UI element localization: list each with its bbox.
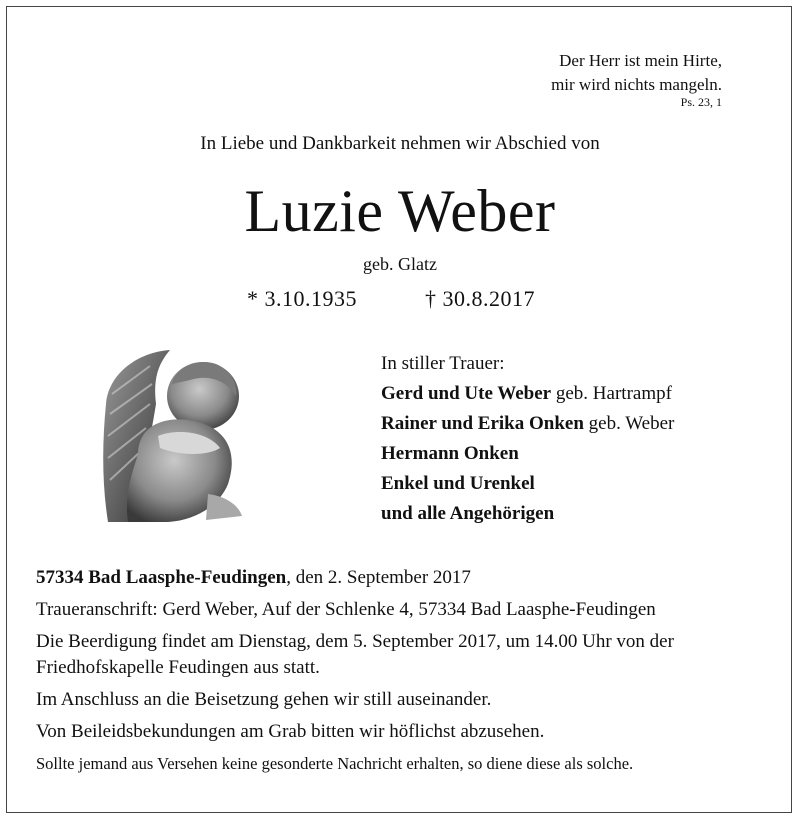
psalm-line-1: Der Herr ist mein Hirte, <box>559 51 722 70</box>
list-item <box>381 409 674 439</box>
date: , den 2. September 2017 <box>286 567 471 588</box>
maiden-name: geb. Glatz <box>363 254 437 274</box>
mourner-name: Hermann Onken <box>381 443 519 464</box>
mourner-name: Rainer und Erika Onken <box>381 413 584 434</box>
list-item <box>381 469 674 499</box>
list-item <box>381 379 674 409</box>
list-item <box>381 499 674 529</box>
mourners-heading: In stiller Trauer: <box>381 353 505 374</box>
place-date-line <box>36 565 776 591</box>
mourners-list <box>381 349 674 529</box>
mourner-name: Enkel und Urenkel <box>381 473 535 494</box>
angel-figure-image <box>98 344 248 528</box>
psalm-reference: Ps. 23, 1 <box>680 95 722 109</box>
death-date: † 30.8.2017 <box>425 286 535 311</box>
psalm-quote <box>551 49 722 97</box>
mourning-address: Traueranschrift: Gerd Weber, Auf der Schlenke 4, 57334 Bad Laasphe-Feudingen <box>36 599 656 620</box>
psalm-line-2: mir wird nichts mangeln. <box>551 75 722 94</box>
intro-text: In Liebe und Dankbarkeit nehmen wir Abschied von <box>200 133 600 154</box>
deceased-name: Luzie Weber <box>244 178 556 244</box>
funeral-details <box>36 565 776 783</box>
mourner-suffix: geb. Hartrampf <box>551 383 672 404</box>
mourner-suffix: geb. Weber <box>583 413 675 434</box>
funeral-info: Die Beerdigung findet am Dienstag, dem 5. September 2017, um 14.00 Uhr von der Friedhofskapelle Feudingen aus statt. <box>36 631 674 678</box>
mourner-name: Gerd und Ute Weber <box>381 383 552 404</box>
list-item <box>381 439 674 469</box>
place: 57334 Bad Laasphe-Feudingen <box>36 567 287 588</box>
condolences-note: Von Beileidsbekundungen am Grab bitten wir höflichst abzusehen. <box>36 721 545 742</box>
mourner-name: und alle Angehörigen <box>381 503 555 524</box>
after-burial-note: Im Anschluss an die Beisetzung gehen wir still auseinander. <box>36 689 492 710</box>
notice-note: Sollte jemand aus Versehen keine gesonderte Nachricht erhalten, so diene diese als solche. <box>36 754 634 773</box>
birth-date: * 3.10.1935 <box>247 286 357 311</box>
